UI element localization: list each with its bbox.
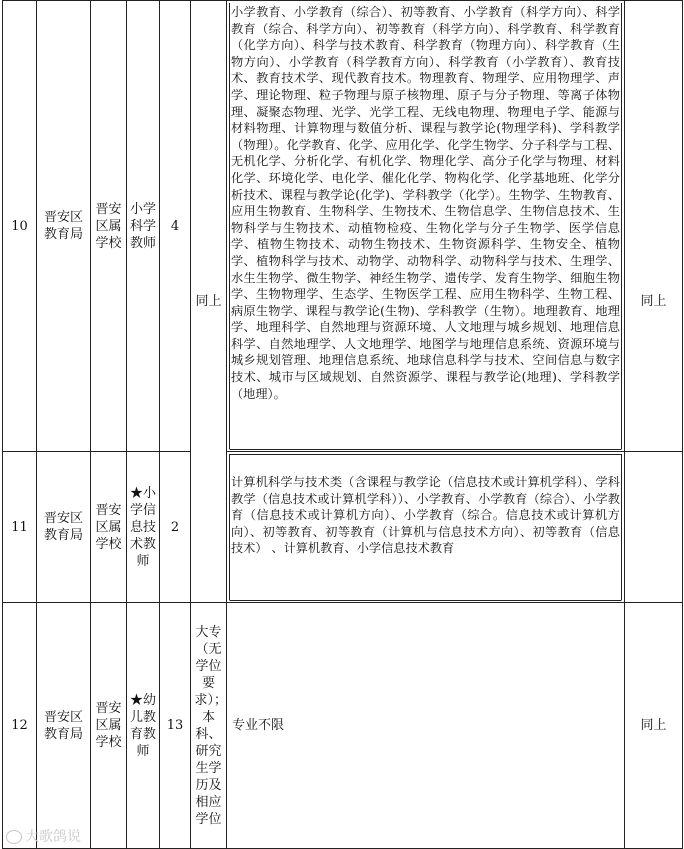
row-12-count — [160, 603, 190, 848]
major-list: 计算机科学与技术类（含课程与教学论（信息技术或计算机学科）、学科教学（信息技术或计算机学科））、小学教育、小学教育（综合）、小学教育（信息技术或计算机方向）、小学教育（综合。信息技术或计算机方向）、初等教育、初等教育（计算机与信息技术方向）、初等教育（信息技术） 、计算机教育、小学信息技术教育 — [231, 475, 620, 556]
watermark-text: 大歌鸽说 — [25, 829, 81, 845]
row-number: 10 — [11, 218, 28, 234]
education-requirement-merged — [191, 1, 226, 602]
row-12-position — [127, 603, 159, 848]
other-requirement: 同上 — [640, 718, 667, 733]
position-name: 小学科学教师 — [129, 201, 156, 251]
row-12-majors — [227, 603, 624, 848]
recruiting-unit: 晋安区教育局 — [43, 511, 83, 543]
position-name: ★小学信息技术教师 — [129, 485, 156, 569]
row-11-school — [91, 452, 126, 602]
row-11-no — [3, 452, 36, 602]
row-12-education — [191, 603, 226, 848]
row-10-majors — [231, 4, 620, 402]
row-10-school — [91, 1, 126, 451]
position-name: ★幼儿教育教师 — [129, 692, 156, 759]
education-text: 大专（无学位要求）；本科、研究生学历及相应学位 — [194, 624, 228, 827]
row-11-unit — [37, 452, 90, 602]
row-10-other — [625, 1, 682, 602]
headcount: 13 — [166, 718, 184, 733]
row-12-unit — [37, 603, 90, 848]
headcount: 2 — [170, 519, 180, 535]
watermark — [6, 826, 81, 846]
recruiting-unit: 晋安区教育局 — [43, 210, 83, 242]
row-11-count — [160, 452, 190, 602]
row-11-majors — [231, 474, 620, 557]
education-text: 同上 — [195, 294, 222, 309]
recruiting-unit: 晋安区教育局 — [43, 709, 83, 742]
school-name: 晋安区属学校 — [95, 201, 122, 251]
row-12-no — [3, 603, 36, 848]
other-requirement: 同上 — [640, 294, 667, 309]
row-10-no — [3, 1, 36, 451]
headcount: 4 — [170, 218, 180, 234]
row-10-unit — [37, 1, 90, 451]
row-10-position — [127, 1, 159, 451]
row-number: 12 — [11, 718, 28, 733]
row-number: 11 — [11, 519, 28, 535]
school-name: 晋安区属学校 — [95, 502, 122, 552]
major-list: 专业不限 — [232, 718, 285, 733]
row-12-school — [91, 603, 126, 848]
row-10-count — [160, 1, 190, 451]
weibo-logo-icon — [6, 830, 22, 844]
row-12-other — [625, 603, 682, 848]
school-name: 晋安区属学校 — [95, 701, 122, 750]
row-11-position — [127, 452, 159, 602]
major-list: 小学教育、小学教育（综合）、初等教育、小学教育（科学方向）、科学教育（综合、科学方向）、初等教育（科学方向）、科学教育、科学教育（化学方向）、科学与技术教育、科学教育（物理方向）、科学教育（生物方向）、小学教育（科学教育方向）、科学教育（小学教育）、教育技术、教育技术学、现代教育技术。物理教育、物理学、应用物理学、声学、理论物理、粒子物理与原子核物理、原子与分子物理、等离子体物理、凝聚态物理、光学、光学工程、无线电物理、物理电子学、能源与材料物理、计算物理与数值分析、课程与教学论(物理学科)、学科教学（物理）。化学教育、化学、应用化学、化学生物学、分子科学与工程、无机化学、分析化学、有机化学、物理化学、高分子化学与物理、材料化学、环境化学、电化学、催化化学、物构化学、化学基地班、化学分析技术、课程与教学论(化学)、学科教学（化学）。生物学、生物教育、应用生物教育、生物科学、生物技术、生物信息学、生物信息技术、生物科学与生物技术、动植物检疫、生物化学与分子生物学、医学信息学、植物生物技术、动物生物技术、生物资源科学、生物安全、植物学、植物科学与技术、动物学、动物科学、动物科学与技术、生理学、水生生物学、微生物学、神经生物学、遗传学、发育生物学、细胞生物学、生物物理学、生态学、生物医学工程、应用生物科学、生物工程、病原生物学、课程与教学论(生物)、学科教学（生物）。地理教育、地理学、地理科学、自然地理与资源环境、人文地理与城乡规划、地理信息科学、自然地理学、人文地理学、地图学与地理信息系统、资源环境与城乡规划管理、地理信息系统、地球信息科学与技术、空间信息与数字技术、城市与区域规划、自然资源学、课程与教学论(地理)、学科教学（地理）。 — [231, 5, 620, 401]
